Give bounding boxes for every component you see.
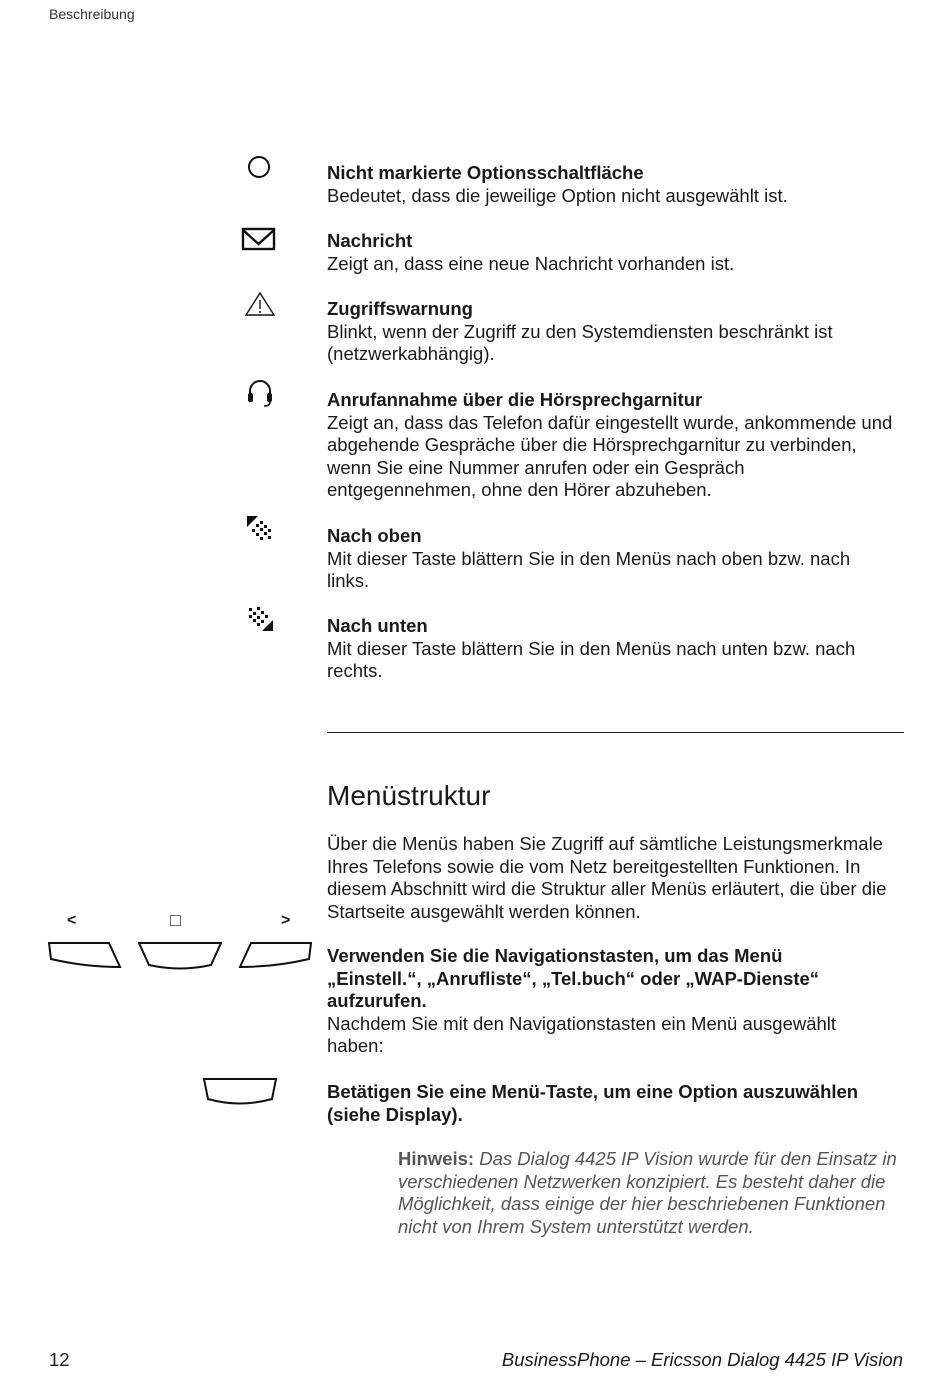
radio-unchecked-icon [243,154,279,184]
entry-title: Zugriffswarnung [327,298,473,319]
entry-title: Nicht markierte Optionsschaltfläche [327,162,644,183]
entry-description: Zeigt an, dass eine neue Nachricht vorhanden ist. [327,252,735,274]
entry-title: Nach unten [327,615,428,636]
entry-description: Blinkt, wenn der Zugriff zu den Systemdiensten beschränkt ist (netzwerkabhängig). [327,320,833,365]
menu-intro: Über die Menüs haben Sie Zugriff auf sämtliche Leistungsmerkmale Ihres Telefons sowie die vom Netz bereitgestellten Funktionen. In diesem Abschnitt wird die Struktur aller Menüs erläutert, die über die Startseite ausgewählt werden können. [327,833,887,922]
entry-title: Anrufannahme über die Hörsprechgarnitur [327,389,703,410]
icon-entry [327,230,907,275]
warning-triangle-icon [244,290,280,320]
right-arrow-label: > [281,912,291,929]
section-divider [327,732,904,733]
step-navigation [327,945,907,1058]
arrow-up-left-icon [244,513,280,543]
note-box [398,1148,908,1238]
entry-title: Nach oben [327,525,422,546]
headset-icon [244,378,280,408]
step-menu-key [327,1081,907,1126]
footer-title: BusinessPhone – Ericsson Dialog 4425 IP Vision [501,1349,903,1370]
navigation-keys-illustration [45,910,315,972]
entry-description: Zeigt an, dass das Telefon dafür eingestellt wurde, ankommende und abgehende Gespräche über die Hörsprechgarnitur zu verbinden, wenn Sie eine Nummer anrufen oder ein Gespräch entgegennehmen, ohne den Hörer abzuheben. [327,411,893,501]
step-navigation-text: Nachdem Sie mit den Navigationstasten ein Menü ausgewählt haben: [327,1012,837,1057]
entry-title: Nachricht [327,230,413,251]
nav-left-key [49,943,120,967]
icon-entry [327,525,892,593]
entry-description: Bedeutet, dass die jeweilige Option nicht ausgewählt ist. [327,184,788,206]
step-menu-key-instruction: Betätigen Sie eine Menü-Taste, um eine Option auszuwählen (siehe Display). [327,1081,859,1125]
section-title: Menüstruktur [327,780,491,811]
entry-description: Mit dieser Taste blättern Sie in den Menüs nach unten bzw. nach rechts. [327,637,856,682]
icon-entry [327,389,897,502]
envelope-icon [241,226,277,256]
nav-select-key [139,943,221,969]
arrow-down-right-icon [244,604,280,634]
nav-right-key [240,943,311,967]
menu-key-illustration [202,1076,278,1108]
entry-description: Mit dieser Taste blättern Sie in den Menüs nach oben bzw. nach links. [327,547,851,592]
note-label: Hinweis: [398,1148,475,1169]
icon-entry [327,298,887,366]
middle-key-label: □ [170,910,181,930]
note-text: Das Dialog 4425 IP Vision wurde für den Einsatz in verschiedenen Netzwerken konzipiert. Es besteht daher die Möglichkeit, dass einige der hier beschriebenen Funktionen nicht von Ihrem System unterstützt werden. [398,1148,897,1237]
left-arrow-label: < [67,912,77,929]
icon-entry [327,162,907,207]
page-number: 12 [49,1349,70,1370]
icon-entry [327,615,892,683]
running-header: Beschreibung [49,6,135,22]
step-navigation-instruction: Verwenden Sie die Navigationstasten, um das Menü „Einstell.“, „Anrufliste“, „Tel.buch“ oder „WAP-Dienste“ aufzurufen. [327,945,820,1012]
